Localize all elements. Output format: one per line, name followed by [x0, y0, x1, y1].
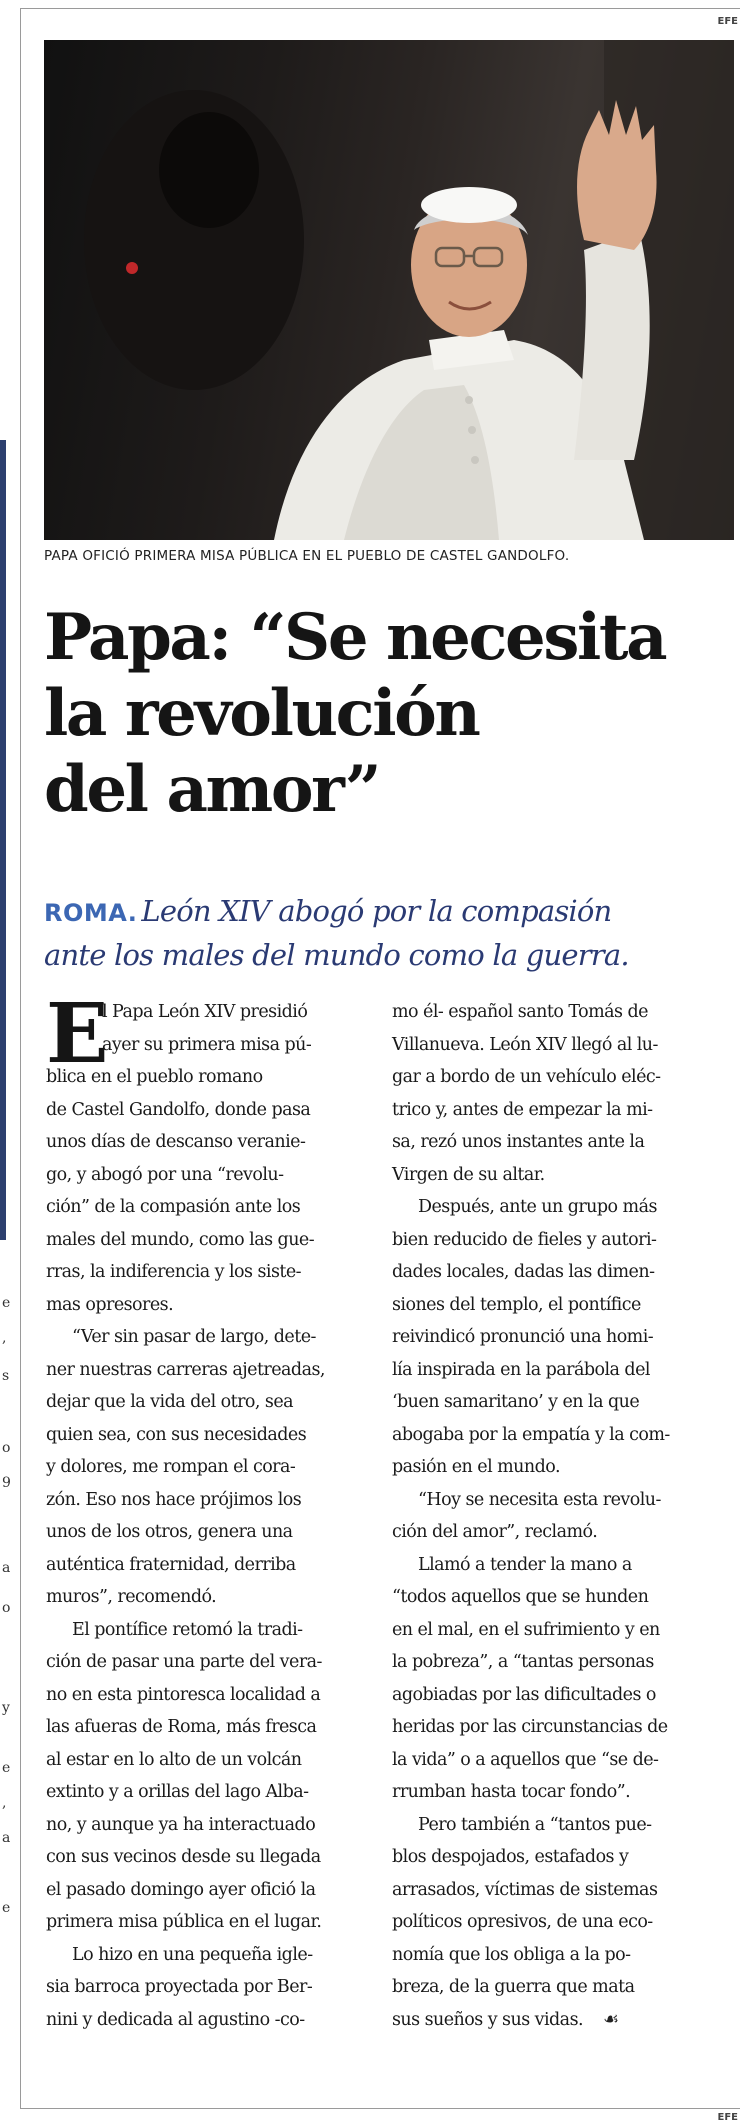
body-line: las afueras de Roma, más fresca — [46, 1717, 317, 1737]
body-line: la pobreza”, a “tantas personas — [392, 1652, 654, 1672]
edge-fragment: , — [2, 1795, 7, 1811]
body-line: abogaba por la empatía y la com- — [392, 1424, 670, 1445]
column-rule — [20, 8, 21, 2108]
edge-fragment: a — [2, 1560, 11, 1576]
edge-fragment: s — [2, 1368, 10, 1384]
body-line: nomía que los obliga a la po- — [392, 1944, 631, 1965]
next-article-credit: EFE — [717, 2112, 738, 2123]
body-line: agobiadas por las dificultades o — [392, 1684, 656, 1705]
body-line: políticos opresivos, de una eco- — [392, 1912, 653, 1932]
body-line: al estar en lo alto de un volcán — [46, 1749, 302, 1770]
body-line: “Ver sin pasar de largo, dete- — [72, 1327, 316, 1347]
body-line: Llamó a tender la mano a — [418, 1554, 632, 1575]
body-line: pasión en el mundo. — [392, 1457, 560, 1477]
body-line: Lo hizo en una pequeña igle- — [72, 1944, 313, 1965]
body-line: males del mundo, como las gue- — [46, 1229, 315, 1250]
body-line: de Castel Gandolfo, donde pasa — [46, 1099, 311, 1120]
edge-fragment: e — [2, 1295, 11, 1311]
body-line: ‘buen samaritano’ y en la que — [392, 1392, 640, 1412]
edge-fragment: o — [2, 1440, 11, 1456]
body-line: zón. Eso nos hace prójimos los — [46, 1489, 302, 1510]
adjacent-page-image-edge — [0, 440, 6, 1240]
body-line: go, y abogó por una “revolu- — [46, 1164, 284, 1185]
edge-fragment: a — [2, 1830, 11, 1846]
body-line: “Hoy se necesita esta revolu- — [418, 1489, 661, 1510]
body-line: dades locales, dadas las dimen- — [392, 1262, 655, 1282]
body-line: ayer su primera misa pú- — [102, 1034, 312, 1055]
article-photo — [44, 40, 734, 540]
body-column-right — [392, 996, 736, 2036]
edge-fragment: y — [2, 1700, 10, 1716]
body-line: nini y dedicada al agustino -co- — [46, 2009, 305, 2030]
headline-line: Papa: “Se necesita — [44, 600, 666, 675]
body-line: lía inspirada en la parábola del — [392, 1359, 650, 1380]
body-line: ción de pasar una parte del vera- — [46, 1652, 322, 1672]
body-line: dejar que la vida del otro, sea — [46, 1392, 294, 1412]
body-line: no, y aunque ya ha interactuado — [46, 1814, 316, 1835]
body-line: arrasados, víctimas de sistemas — [392, 1879, 658, 1900]
body-line: unos días de descanso veranie- — [46, 1132, 306, 1152]
body-line: blos despojados, estafados y — [392, 1847, 629, 1867]
top-rule — [20, 8, 740, 9]
body-line: rras, la indiferencia y los siste- — [46, 1262, 302, 1282]
body-line: sus sueños y sus vidas. ☙ — [392, 2004, 736, 2037]
edge-fragment: 9 — [2, 1475, 11, 1491]
body-line: mas opresores. — [46, 1294, 174, 1315]
body-line: Villanueva. León XIV llegó al lu- — [392, 1034, 658, 1055]
body-line: ción” de la compasión ante los — [46, 1197, 301, 1217]
headline-line: del amor” — [44, 752, 380, 827]
drop-cap: E — [46, 986, 108, 1082]
body-line: siones del templo, el pontífice — [392, 1294, 641, 1315]
body-line: sa, rezó unos instantes ante la — [392, 1132, 645, 1152]
edge-fragment: e — [2, 1900, 11, 1916]
headline-line: la revolución — [44, 676, 479, 751]
body-line: muros”, recomendó. — [46, 1587, 217, 1607]
body-line: no en esta pintoresca localidad a — [46, 1684, 321, 1705]
body-line: sia barroca proyectada por Ber- — [46, 1977, 313, 1997]
body-column-left — [46, 986, 374, 2036]
body-line: bien reducido de fieles y autori- — [392, 1229, 657, 1250]
body-line: quien sea, con sus necesidades — [46, 1424, 307, 1445]
body-line: con sus vecinos desde su llegada — [46, 1847, 321, 1867]
body-line: Después, ante un grupo más — [418, 1197, 657, 1217]
photo-credit: EFE — [717, 16, 738, 27]
edge-fragment: o — [2, 1600, 11, 1616]
body-line: y dolores, me rompan el cora- — [46, 1457, 296, 1477]
body-line: extinto y a orillas del lago Alba- — [46, 1782, 309, 1802]
body-line: l Papa León XIV presidió — [102, 1002, 308, 1022]
headline — [44, 600, 744, 828]
bottom-rule — [20, 2108, 740, 2109]
body-line: rrumban hasta tocar fondo”. — [392, 1782, 631, 1802]
standfirst-line: ROMA. León XIV abogó por la compasión — [44, 894, 612, 928]
body-line: ción del amor”, reclamó. — [392, 1522, 598, 1542]
body-line: el pasado domingo ayer ofició la — [46, 1879, 316, 1900]
end-of-article-icon: ☙ — [603, 2008, 619, 2030]
body-line: trico y, antes de empezar la mi- — [392, 1099, 653, 1120]
body-line: unos de los otros, genera una — [46, 1522, 293, 1542]
body-line: blica en el pueblo romano — [46, 1067, 263, 1087]
body-line: auténtica fraternidad, derriba — [46, 1554, 296, 1575]
photo-caption: PAPA OFICIÓ PRIMERA MISA PÚBLICA EN EL PUEBLO DE CASTEL GANDOLFO. — [44, 548, 570, 564]
edge-fragment: e — [2, 1760, 11, 1776]
body-line: primera misa pública en el lugar. — [46, 1912, 322, 1932]
body-line: “todos aquellos que se hunden — [392, 1587, 649, 1607]
body-line: Pero también a “tantos pue- — [418, 1814, 652, 1835]
body-line: El pontífice retomó la tradi- — [72, 1619, 303, 1640]
body-line: breza, de la guerra que mata — [392, 1977, 635, 1997]
body-line: ner nuestras carreras ajetreadas, — [46, 1359, 325, 1380]
body-line: mo él- español santo Tomás de — [392, 1002, 648, 1022]
standfirst-line: ante los males del mundo como la guerra. — [44, 938, 629, 972]
body-line: en el mal, en el sufrimiento y en — [392, 1619, 660, 1640]
body-line: gar a bordo de un vehículo eléc- — [392, 1067, 661, 1087]
body-line: reivindicó pronunció una homi- — [392, 1327, 654, 1347]
location-kicker: ROMA. — [44, 899, 138, 927]
body-line: Virgen de su altar. — [392, 1164, 545, 1185]
edge-fragment: , — [2, 1330, 7, 1346]
body-line: heridas por las circunstancias de — [392, 1717, 668, 1737]
pope-waving-illustration — [44, 40, 734, 540]
standfirst — [44, 890, 744, 976]
body-line: la vida” o a aquellos que “se de- — [392, 1749, 659, 1770]
